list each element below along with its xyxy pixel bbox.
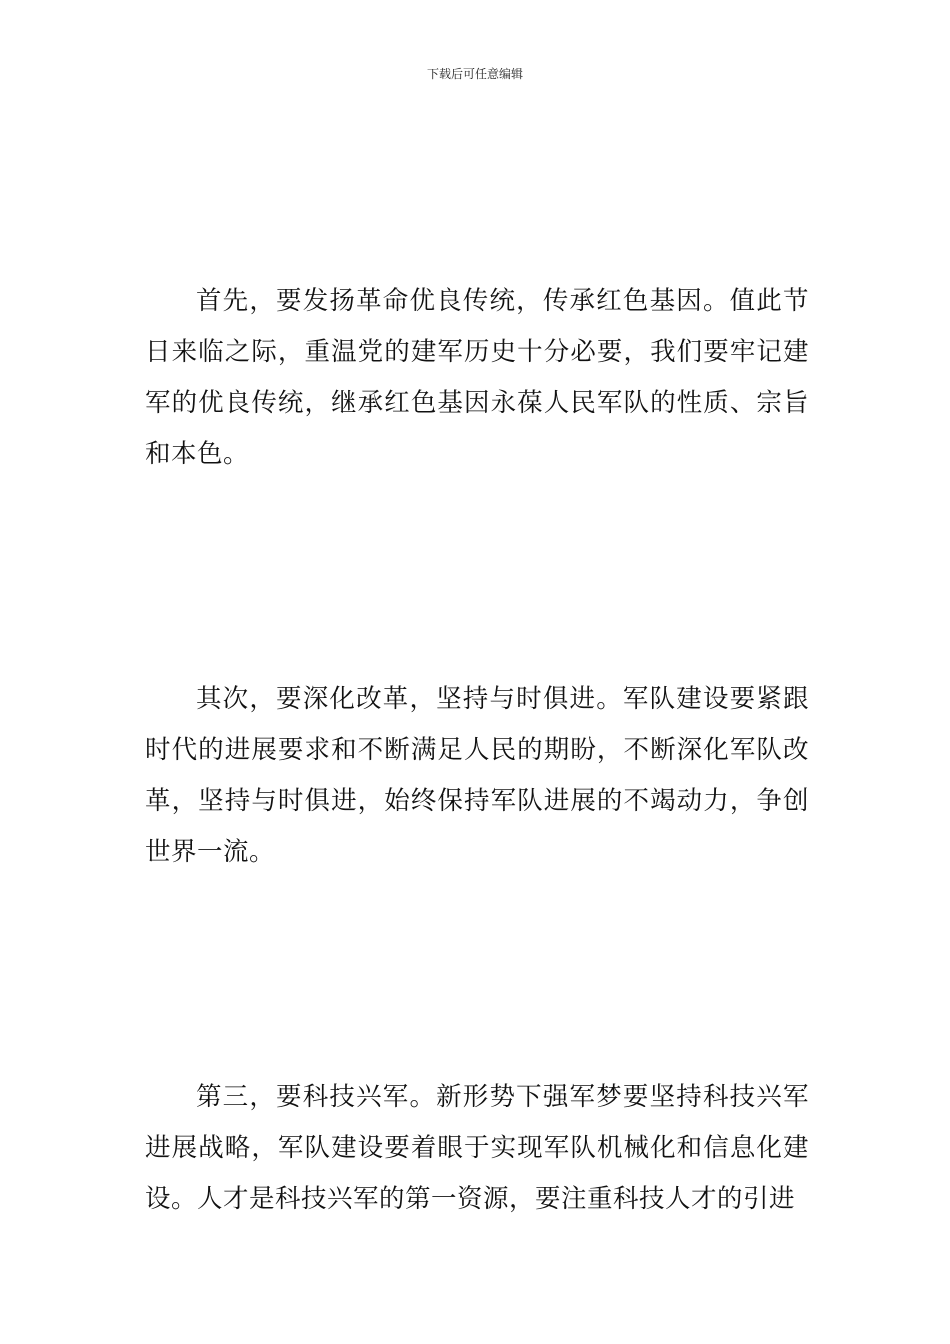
paragraph-first: 首先，要发扬革命优良传统，传承红色基因。值此节日来临之际，重温党的建军历史十分必要，我们要牢记建军的优良传统，继承红色基因永葆人民军队的性质、宗旨和本色。 (145, 286, 809, 469)
header-note: 下载后可任意编辑 (426, 67, 523, 81)
paragraph-third: 第三，要科技兴军。新形势下强军梦要坚持科技兴军进展战略，军队建设要着眼于实现军队机械化和信息化建设。人才是科技兴军的第一资源，要注重科技人才的引进 (145, 1082, 809, 1214)
paragraph-second: 其次，要深化改革，坚持与时俱进。军队建设要紧跟时代的进展要求和不断满足人民的期盼，不断深化军队改革，坚持与时俱进，始终保持军队进展的不竭动力，争创世界一流。 (145, 684, 809, 867)
